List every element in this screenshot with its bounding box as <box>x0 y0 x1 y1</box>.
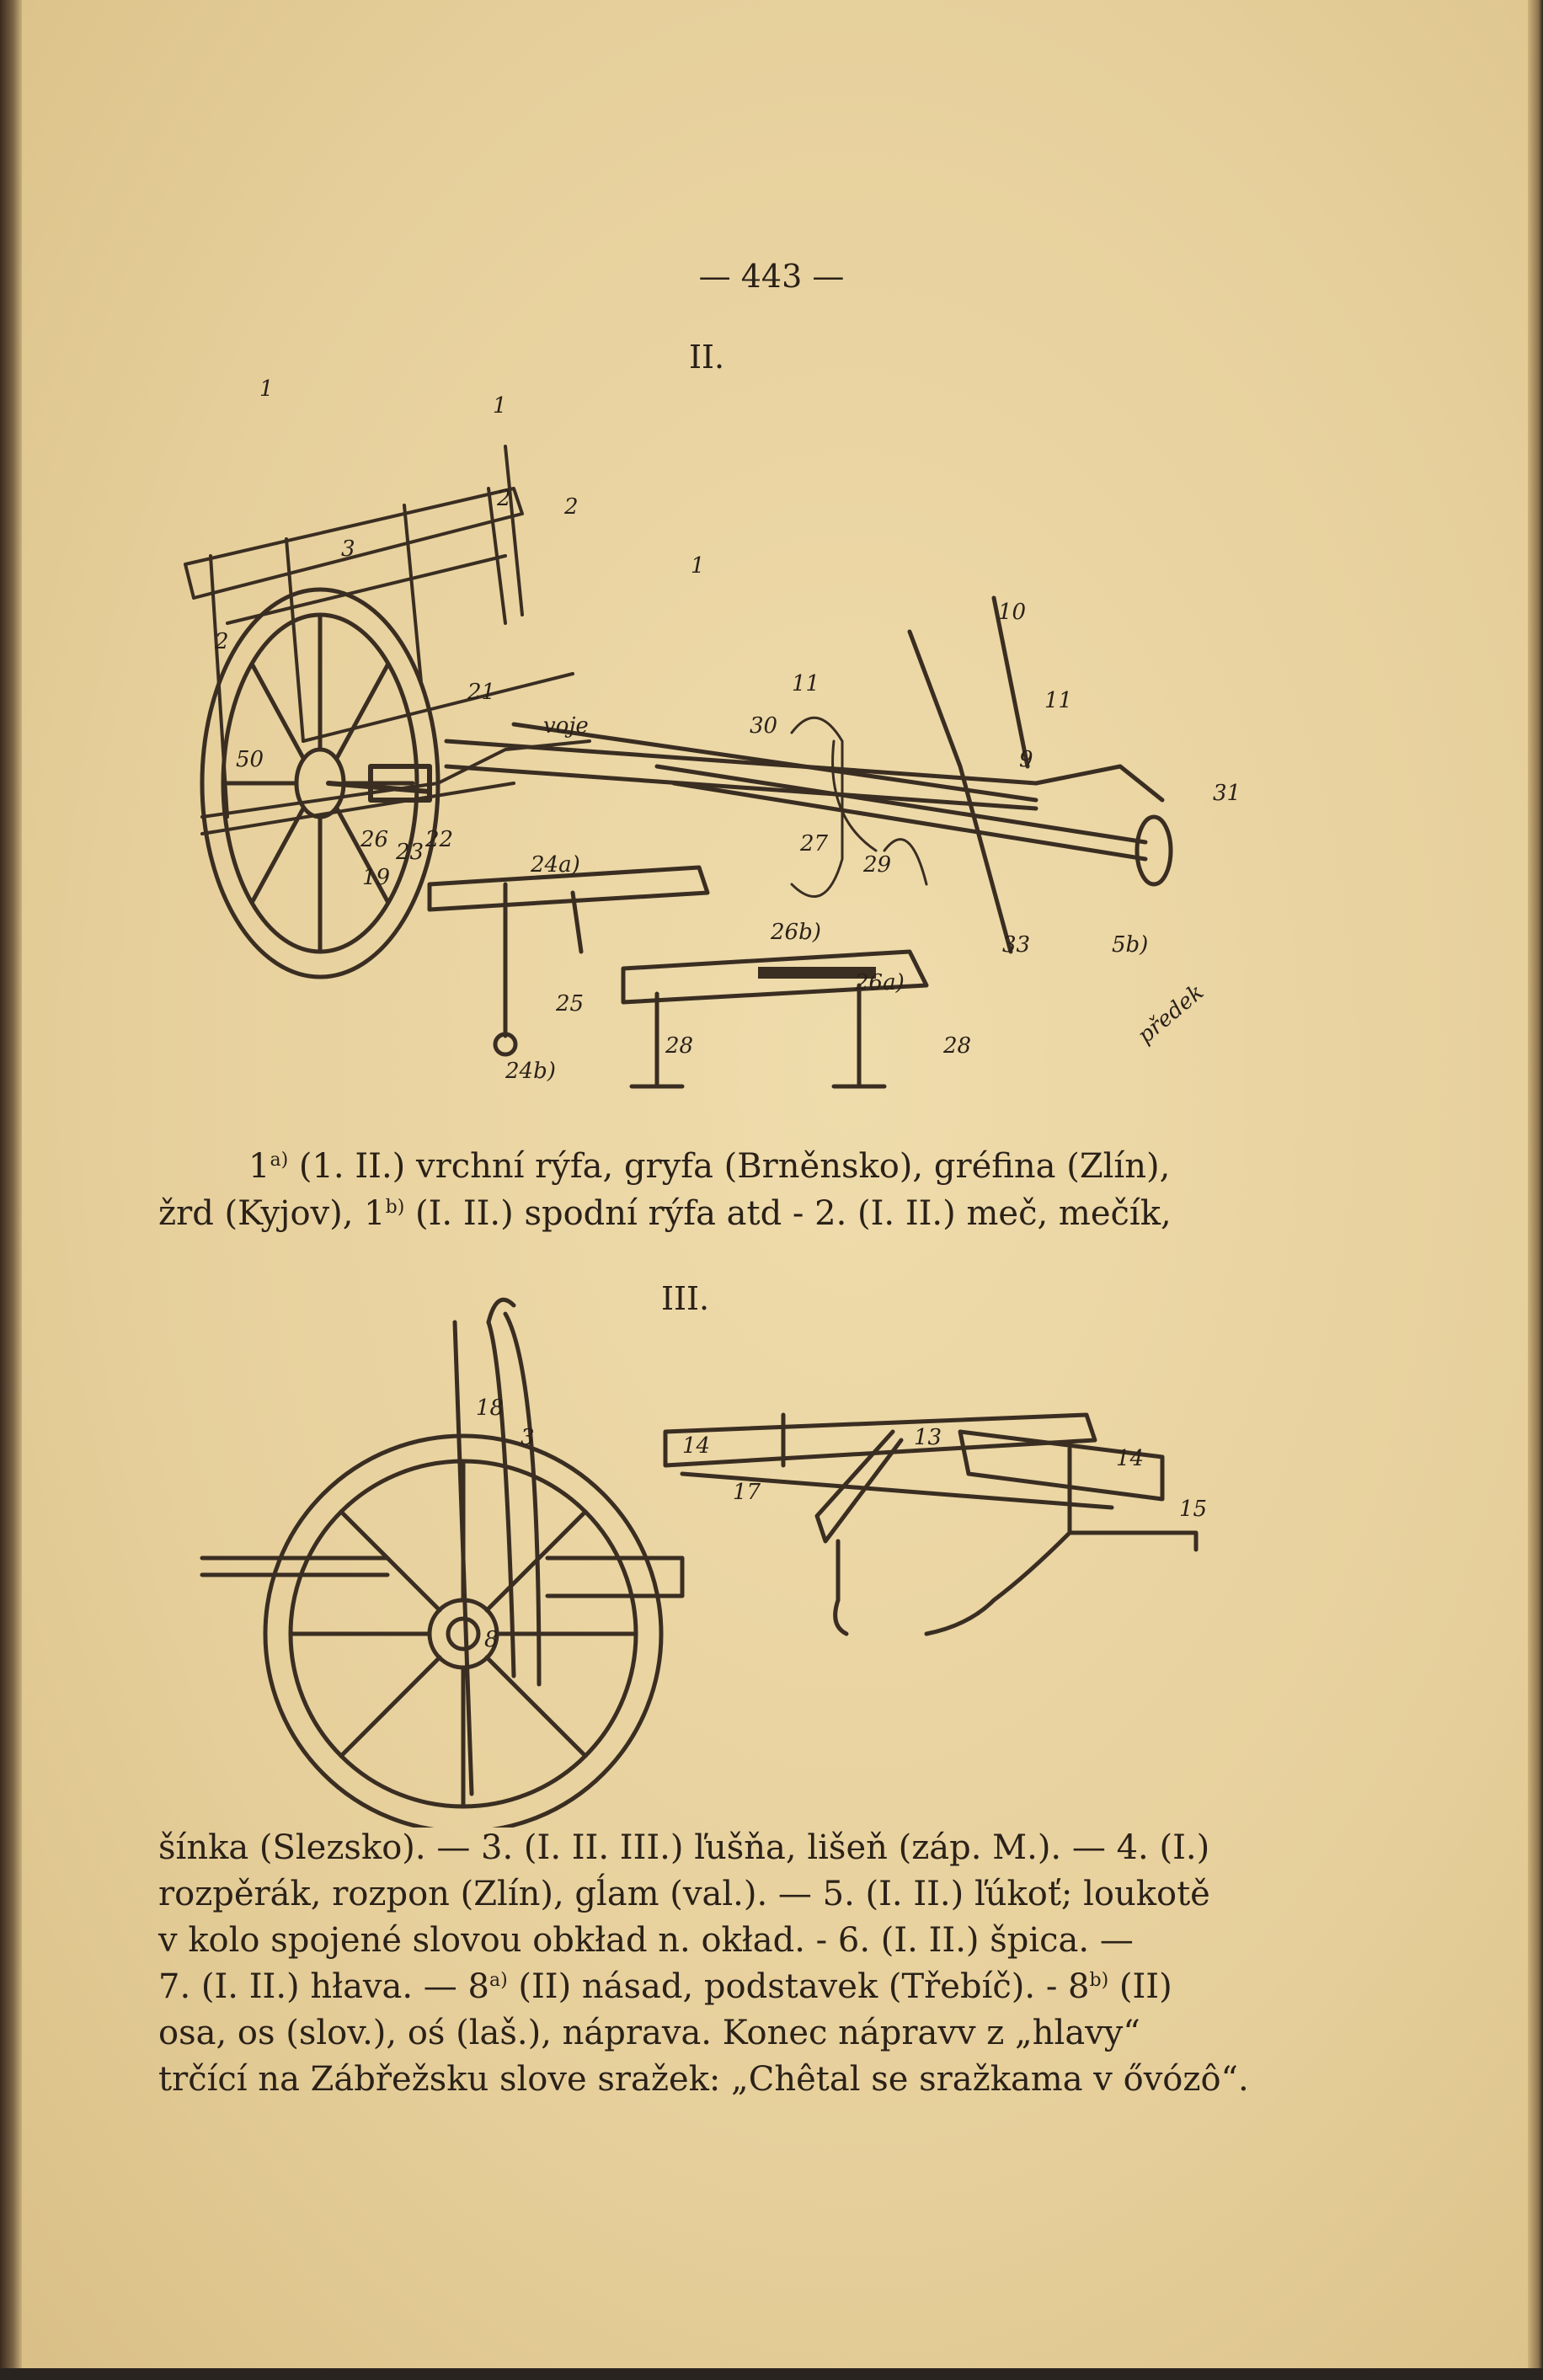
page-bottom-edge <box>0 2368 1543 2380</box>
svg-text:3: 3 <box>341 536 355 562</box>
svg-text:17: 17 <box>733 1480 761 1505</box>
svg-text:22: 22 <box>425 827 454 852</box>
body-line: v kolo spojené slovou obkład n. okład. - 6. (I. II.) špica. — <box>158 1921 1134 1960</box>
svg-text:29: 29 <box>863 852 892 878</box>
page-right-edge <box>1528 0 1543 2380</box>
svg-text:11: 11 <box>792 671 820 696</box>
svg-text:11: 11 <box>1044 688 1073 713</box>
svg-text:24b): 24b) <box>505 1059 556 1084</box>
page-number: — 443 — <box>698 258 845 295</box>
svg-text:2: 2 <box>497 486 511 511</box>
body-text <box>158 1825 1253 2103</box>
body-line: šínka (Slezsko). — 3. (I. II. III.) ľušňa, lišeň (záp. M.). — 4. (I.) <box>158 1828 1210 1867</box>
svg-text:28: 28 <box>665 1033 694 1059</box>
body-line: trčící na Zábřežsku slove sražek: „Chêtal se sražkama v ővózô“. <box>158 2060 1249 2099</box>
body-line: 7. (I. II.) hłava. — 8$^{a)}$ (II) násad, podstavek (Třebíč). - 8$^{b)}$ (II) <box>158 1967 1172 2006</box>
figure-3-wheel-illustration <box>185 1272 710 1828</box>
book-spine-edge <box>0 0 22 2380</box>
svg-text:30: 30 <box>750 713 778 739</box>
svg-text:2: 2 <box>215 629 229 654</box>
svg-text:19: 19 <box>362 865 391 890</box>
svg-text:1: 1 <box>259 376 274 402</box>
svg-text:3: 3 <box>521 1425 535 1450</box>
svg-text:14: 14 <box>682 1433 711 1459</box>
svg-text:33: 33 <box>1002 932 1031 958</box>
svg-text:26: 26 <box>360 827 389 852</box>
body-line: osa, os (slov.), oś (laš.), náprava. Konec nápravv z „hlavy“ <box>158 2014 1140 2052</box>
svg-text:27: 27 <box>800 831 829 856</box>
figure-3-shaft-illustration <box>657 1381 1247 1735</box>
svg-text:18: 18 <box>476 1395 505 1421</box>
svg-text:26b): 26b) <box>771 920 821 945</box>
svg-text:2: 2 <box>564 494 579 520</box>
svg-text:13: 13 <box>914 1425 942 1450</box>
figure-2-label: II. <box>689 339 725 376</box>
svg-text:15: 15 <box>1179 1497 1208 1522</box>
svg-text:1: 1 <box>691 553 705 579</box>
svg-text:voje: voje <box>543 713 589 739</box>
svg-text:9: 9 <box>1019 747 1033 772</box>
svg-text:21: 21 <box>467 680 496 705</box>
figure-2-illustration <box>152 345 1247 1103</box>
svg-text:50: 50 <box>236 747 264 772</box>
caption-line-1: 1$^{a)}$ (1. II.) vrchní rýfa, gryfa (Brněnsko), gréfina (Zlín), <box>248 1147 1171 1186</box>
svg-text:1: 1 <box>493 393 507 419</box>
svg-text:23: 23 <box>396 840 424 865</box>
svg-text:25: 25 <box>556 991 585 1017</box>
svg-text:24a): 24a) <box>531 852 580 878</box>
body-line: rozpěrák, rozpon (Zlín), gĺam (val.). — 5. (I. II.) ľúkoť; loukotě <box>158 1875 1210 1913</box>
svg-text:předek: předek <box>1133 979 1209 1049</box>
caption-line-2: žrd (Kyjov), 1$^{b)}$ (I. II.) spodní rýfa atd - 2. (I. II.) meč, mečík, <box>158 1194 1172 1233</box>
svg-text:5b): 5b) <box>1112 932 1149 958</box>
svg-text:10: 10 <box>998 600 1027 625</box>
svg-text:28: 28 <box>943 1033 972 1059</box>
figure-3-label: III. <box>661 1280 710 1317</box>
svg-text:26a): 26a) <box>855 970 905 995</box>
svg-text:31: 31 <box>1213 781 1241 806</box>
svg-text:8: 8 <box>484 1627 499 1652</box>
svg-text:14: 14 <box>1116 1446 1145 1471</box>
